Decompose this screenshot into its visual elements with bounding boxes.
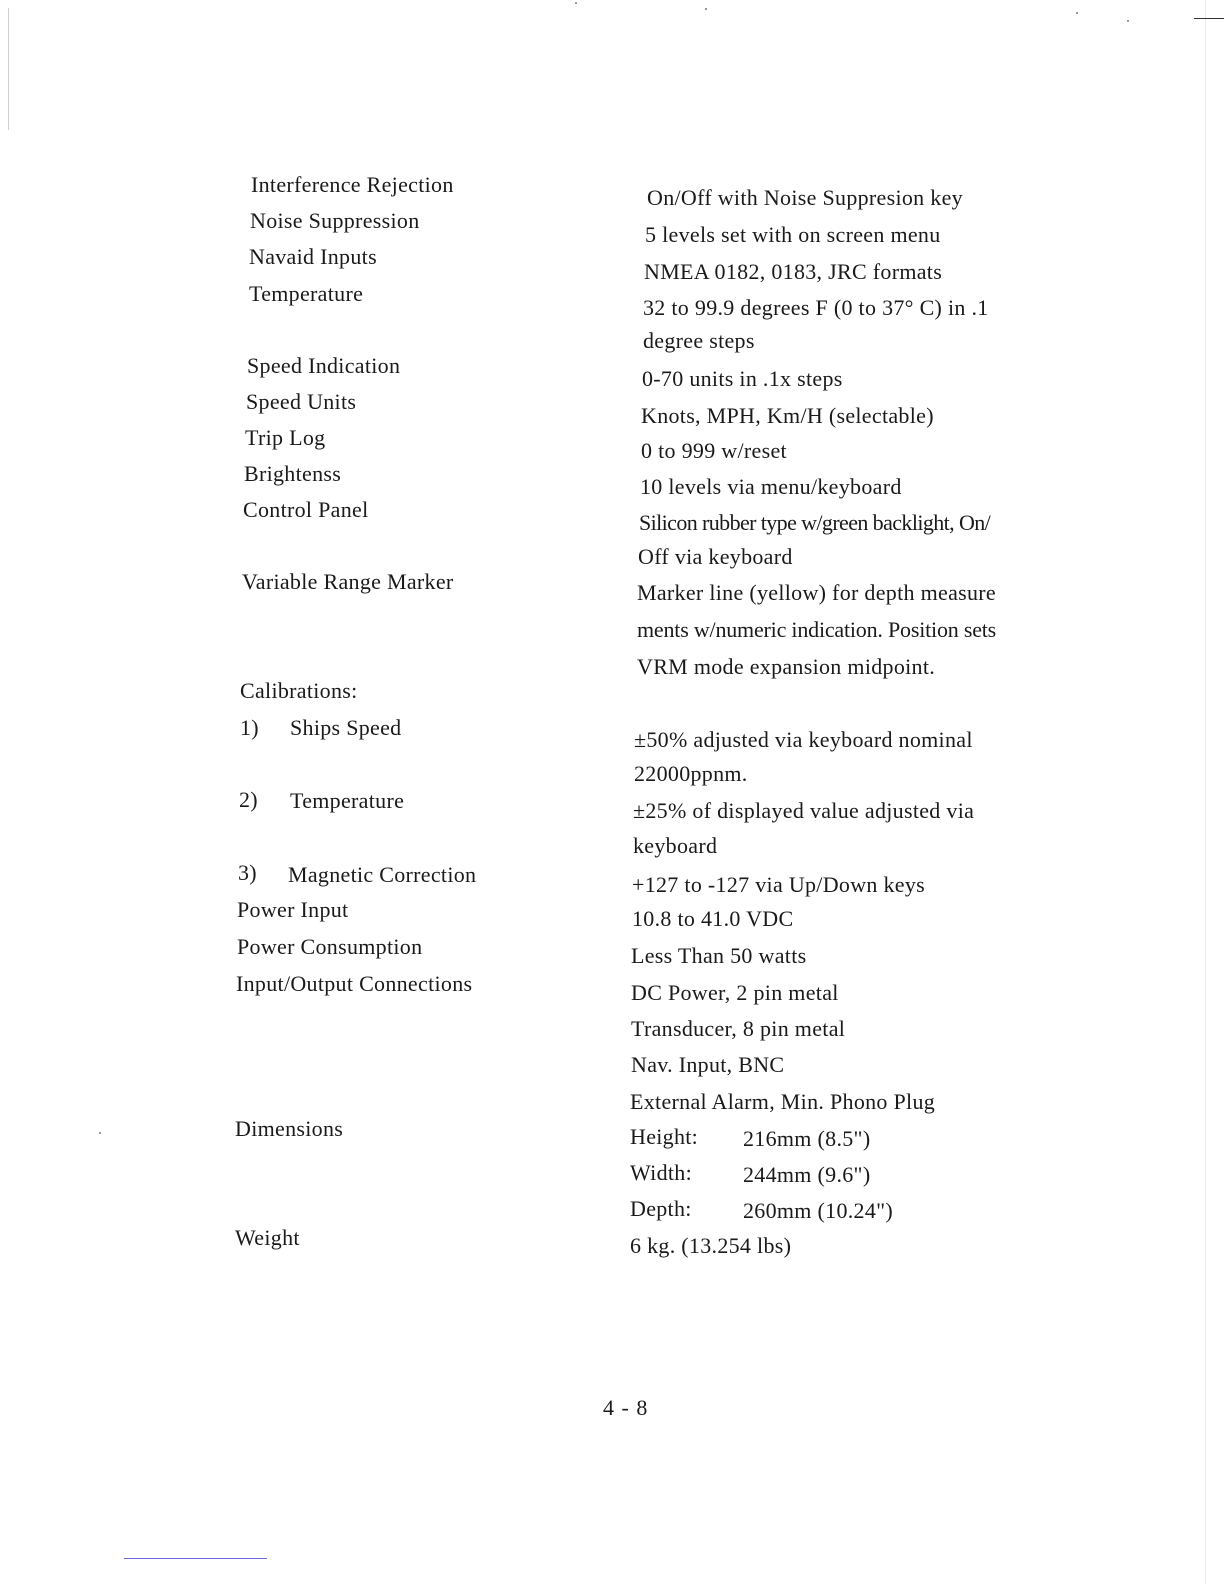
- cal-num-1: 1): [240, 715, 259, 740]
- bottom-edge-line: [124, 1558, 267, 1559]
- value-cal-temperature-line1: ±25% of displayed value adjusted via: [633, 798, 975, 823]
- value-trip-log: 0 to 999 w/reset: [641, 438, 787, 463]
- label-temperature: Temperature: [249, 281, 364, 306]
- value-magnetic-correction: +127 to -127 via Up/Down keys: [632, 872, 926, 897]
- scan-speck: [705, 8, 707, 10]
- page-edge-line: [1205, 0, 1206, 1584]
- value-io-connection: Nav. Input, BNC: [631, 1052, 785, 1077]
- label-brightness: Brightenss: [244, 461, 342, 486]
- value-weight: 6 kg. (13.254 lbs): [630, 1233, 792, 1258]
- label-dimensions: Dimensions: [235, 1116, 344, 1141]
- value-brightness: 10 levels via menu/keyboard: [640, 474, 902, 499]
- dimension-value-depth: 260mm (10.24"): [743, 1198, 894, 1223]
- value-vrm-line2: ments w/numeric indication. Position sets: [637, 617, 997, 642]
- value-noise-suppression: 5 levels set with on screen menu: [645, 222, 941, 247]
- value-io-connection: DC Power, 2 pin metal: [631, 980, 839, 1005]
- value-ships-speed-line2: 22000ppnm.: [634, 761, 748, 786]
- dimension-value-width: 244mm (9.6"): [743, 1162, 871, 1187]
- value-control-panel-line2: Off via keyboard: [638, 544, 793, 569]
- value-vrm-line1: Marker line (yellow) for depth measure: [637, 580, 996, 605]
- value-io-connection: Transducer, 8 pin metal: [631, 1016, 846, 1041]
- label-power-consumption: Power Consumption: [237, 934, 423, 959]
- value-temperature-line2: degree steps: [643, 328, 755, 353]
- value-power-consumption: Less Than 50 watts: [631, 943, 807, 968]
- label-magnetic-correction: Magnetic Correction: [288, 862, 477, 887]
- dimension-value-height: 216mm (8.5"): [743, 1126, 871, 1151]
- label-trip-log: Trip Log: [245, 425, 326, 450]
- value-navaid-inputs: NMEA 0182, 0183, JRC formats: [644, 259, 943, 284]
- value-temperature-line1: 32 to 99.9 degrees F (0 to 37° C) in .1: [643, 295, 989, 320]
- cal-num-2: 2): [239, 787, 258, 812]
- value-interference-rejection: On/Off with Noise Suppresion key: [647, 185, 963, 210]
- label-interference-rejection: Interference Rejection: [251, 172, 454, 197]
- label-navaid-inputs: Navaid Inputs: [249, 244, 377, 269]
- label-power-input: Power Input: [237, 897, 349, 922]
- label-weight: Weight: [235, 1225, 300, 1250]
- scan-speck: [1076, 12, 1078, 14]
- dimension-key-width: Width:: [630, 1160, 693, 1185]
- value-power-input: 10.8 to 41.0 VDC: [632, 906, 794, 931]
- corner-mark: [1194, 18, 1224, 19]
- scan-speck: [575, 2, 577, 4]
- label-cal-temperature: Temperature: [290, 788, 405, 813]
- label-io-connections: Input/Output Connections: [236, 971, 473, 996]
- scan-speck: [99, 1132, 101, 1134]
- value-control-panel-line1: Silicon rubber type w/green backlight, On/: [639, 510, 991, 535]
- label-speed-units: Speed Units: [246, 389, 357, 414]
- value-speed-units: Knots, MPH, Km/H (selectable): [641, 403, 934, 428]
- value-ships-speed-line1: ±50% adjusted via keyboard nominal: [634, 727, 973, 752]
- value-io-connection: External Alarm, Min. Phono Plug: [630, 1089, 936, 1114]
- value-vrm-line3: VRM mode expansion midpoint.: [637, 654, 936, 679]
- dimension-key-depth: Depth:: [630, 1196, 692, 1221]
- label-variable-range-marker: Variable Range Marker: [242, 569, 454, 594]
- dimension-key-height: Height:: [630, 1124, 699, 1149]
- label-noise-suppression: Noise Suppression: [250, 208, 420, 233]
- value-speed-indication: 0-70 units in .1x steps: [642, 366, 843, 391]
- scan-speck: [1127, 20, 1129, 22]
- label-ships-speed: Ships Speed: [290, 715, 402, 740]
- label-control-panel: Control Panel: [243, 497, 369, 522]
- page-number: 4 - 8: [603, 1395, 649, 1420]
- label-calibrations: Calibrations:: [240, 678, 358, 703]
- label-speed-indication: Speed Indication: [247, 353, 401, 378]
- scan-edge-line: [8, 8, 9, 130]
- cal-num-3: 3): [238, 860, 257, 885]
- value-cal-temperature-line2: keyboard: [633, 833, 718, 858]
